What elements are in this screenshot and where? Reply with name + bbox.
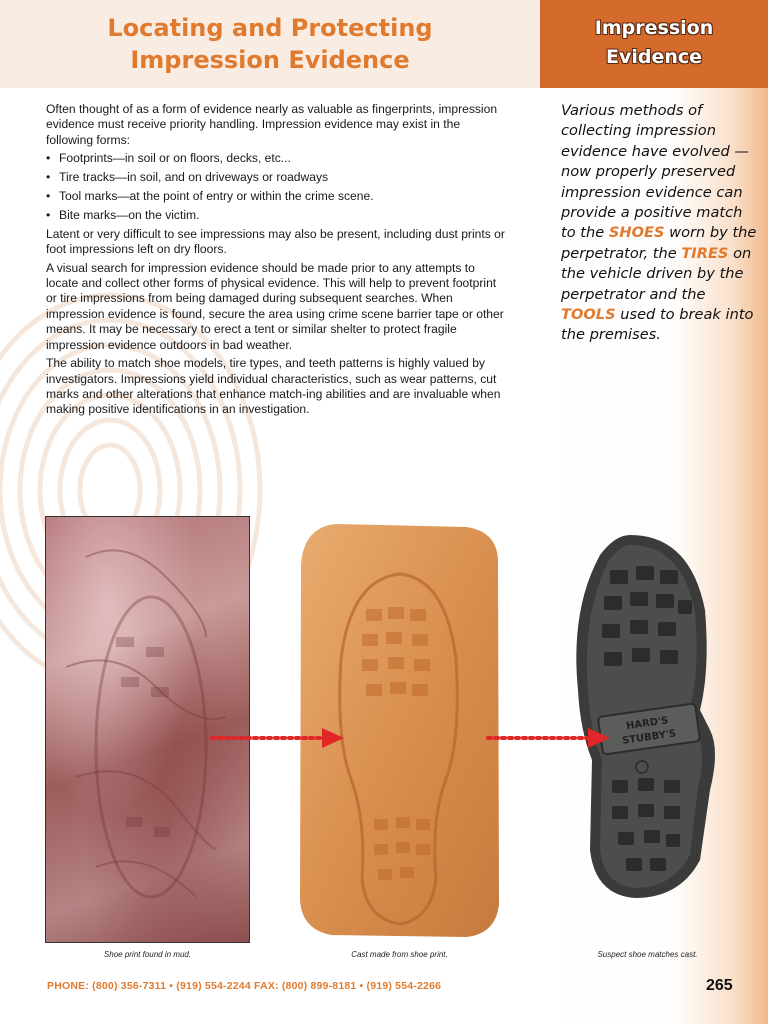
sidebar-title-line-1: Impression (594, 17, 714, 39)
caption-cast: Cast made from shoe print. (351, 950, 448, 959)
caption-mud: Shoe print found in mud. (103, 950, 192, 959)
bullet-icon: • (46, 189, 51, 204)
evidence-forms-list (46, 151, 506, 223)
sidebar-section-title (540, 14, 768, 72)
latent-impressions-paragraph: Latent or very difficult to see impressions may also be present, including dust prints or foot impressions left on dry floors. (46, 226, 505, 257)
page-number: 265 (706, 977, 733, 994)
shoe-brand-label-line-1: HARD'S (625, 715, 669, 733)
shoe-sole-graphic (560, 530, 725, 900)
blurb-highlight-shoes: SHOES (608, 224, 665, 242)
visual-search-paragraph: A visual search for impression evidence should be made prior to any attempts to locate and collect other forms of physical evidence. This will help to prevent footprint or tire impressions from being damaged during subsequent searches. When impression evidence is found, secure the area using crime scene barrier tape or other means. It may be necessary to erect a tent or similar shelter to protect fragile impression evidence outdoors in bad weather. (46, 260, 504, 352)
list-item-text: Tool marks—at the point of entry or within the crime scene. (59, 189, 374, 204)
matching-paragraph: The ability to match shoe models, tire types, and teeth patterns is highly valued by investigators. Impressions yield individual characteristics, such as wear patterns, cut marks and other alterations that enhance match-ing abilities and are invaluable when making positive identifications in an investigation. (46, 356, 501, 417)
sidebar-title-line-2: Evidence (605, 46, 703, 68)
footer-contact: PHONE: (800) 356-7311 • (919) 554-2244 FAX: (800) 899-8181 • (919) 554-2266 (47, 980, 442, 992)
blurb-highlight-tires: TIRES (681, 244, 729, 262)
list-item-text: Bite marks—on the victim. (59, 207, 200, 222)
body-text (46, 102, 506, 421)
arrow-icon (486, 726, 616, 750)
blurb-text-1: Various methods of collecting impression evidence have evolved —now properly preserved impression evidence can provide a positive match to the (561, 102, 749, 242)
list-item-text: Footprints—in soil or on floors, decks, etc... (59, 151, 291, 166)
blurb-text-2: worn by the perpetrator, the (561, 224, 757, 262)
shoe-brand-label-line-2: STUBBY'S (621, 728, 677, 747)
list-item-text: Tire tracks—in soil, and on driveways or roadways (59, 170, 329, 185)
bullet-icon: • (46, 207, 51, 222)
intro-paragraph: Often thought of as a form of evidence nearly as valuable as fingerprints, impression evidence must receive priority handling. Impression evidence may exist in the following forms: (46, 102, 498, 147)
page-title-line-2: Impression Evidence (130, 46, 410, 74)
arrow-icon (210, 726, 350, 750)
page-title (0, 12, 540, 76)
list-item (46, 170, 506, 185)
blurb-highlight-tools: TOOLS (561, 306, 616, 324)
list-item (46, 208, 506, 223)
list-item (46, 189, 506, 204)
caption-shoe: Suspect shoe matches cast. (597, 950, 698, 959)
bullet-icon: • (46, 170, 51, 185)
blurb-text-3: on the vehicle driven by the perpetrator and the (561, 244, 752, 303)
page-title-line-1: Locating and Protecting (107, 14, 433, 42)
sidebar-blurb (561, 101, 757, 346)
blurb-text-4: used to break into the premises. (561, 306, 754, 344)
list-item (46, 151, 506, 166)
bullet-icon: • (46, 151, 51, 166)
suspect-shoe-photo (560, 530, 725, 900)
